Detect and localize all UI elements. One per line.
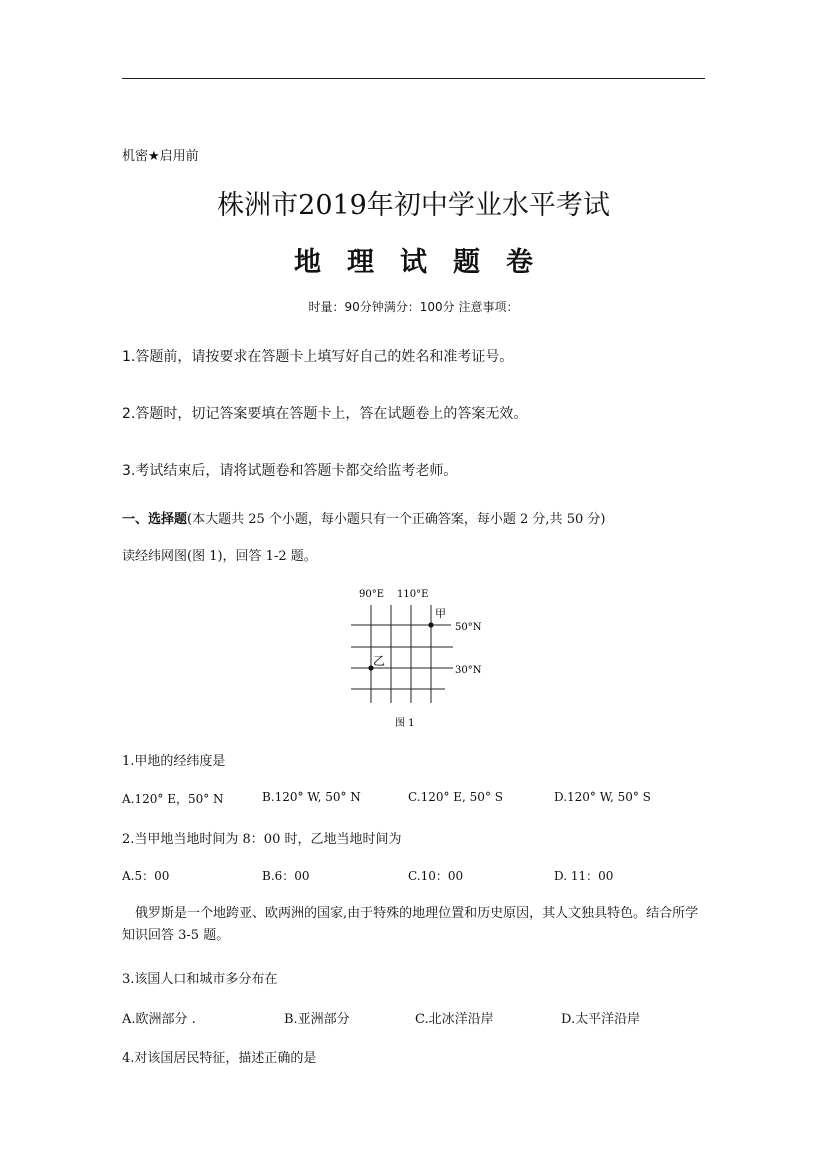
exam-title: 株洲市2019年初中学业水平考试 [217,190,610,221]
exam-meta: 时量：90分钟满分：100分 注意事项： [308,300,519,314]
point-jia-label: 甲 [435,607,446,620]
subtitle-char: 卷 [506,247,533,278]
section-heading: 一、选择题 [122,512,188,527]
question-1-option-c: C.120° E, 50° S [408,790,503,804]
point-jia [428,622,433,627]
question-2-option-d: D. 11：00 [554,869,614,883]
subtitle-char: 题 [453,247,480,278]
question-2-stem: 2.当甲地当地时间为 8：00 时，乙地当地时间为 [122,832,402,847]
subtitle-char: 理 [347,247,374,278]
question-1-option-a: A.120° E，50° N [122,792,224,806]
figure-1 [345,583,505,733]
subtitle-char: 试 [400,247,427,278]
subtitle-char: 地 [294,247,321,278]
question-1-option-b: B.120° W, 50° N [262,790,361,804]
lon-label: 110°E [397,589,429,600]
question-3-option-c: C.北冰洋沿岸 [415,1012,494,1027]
section-heading-line [122,508,605,527]
question-3-option-d: D.太平洋沿岸 [561,1012,641,1027]
figure-intro: 读经纬网图(图 1)，回答 1-2 题。 [122,549,317,564]
question-1-stem: 1.甲地的经纬度是 [122,754,226,769]
lat-label: 30°N [455,665,482,676]
exam-subtitle [0,240,827,279]
question-2-option-c: C.10：00 [408,869,464,883]
confidential-label: 机密★启用前 [122,149,199,164]
question-3-option-b: B.亚洲部分 [284,1012,350,1027]
section-description: (本大题共 25 个小题，每小题只有一个正确答案，每小题 2 分,共 50 分) [187,512,606,527]
notice-2: 2.答题时，切记答案要填在答题卡上，答在试题卷上的答案无效。 [122,406,528,422]
question-2-option-a: A.5：00 [122,869,170,883]
lat-label: 50°N [455,622,482,633]
lon-label: 90°E [359,589,385,600]
question-4-stem: 4.对该国居民特征，描述正确的是 [122,1051,317,1066]
point-yi-label: 乙 [373,654,386,668]
question-1-option-d: D.120° W, 50° S [554,790,651,804]
question-3-stem: 3.该国人口和城市多分布在 [122,972,278,987]
notice-3: 3.考试结束后，请将试题卷和答题卡都交给监考老师。 [122,463,458,479]
passage-text: 俄罗斯是一个地跨亚、欧两洲的国家,由于特殊的地理位置和历史原因，其人文独具特色。结合所学知识回答 3-5 题。 [122,906,699,943]
question-3-option-a: A.欧洲部分 . [122,1012,196,1027]
notice-1: 1.答题前，请按要求在答题卡上填写好自己的姓名和准考证号。 [122,349,514,365]
header-rule [122,78,705,79]
lat-long-grid [345,583,505,733]
figure-caption: 图 1 [395,718,415,729]
question-2-option-b: B.6：00 [262,869,310,883]
